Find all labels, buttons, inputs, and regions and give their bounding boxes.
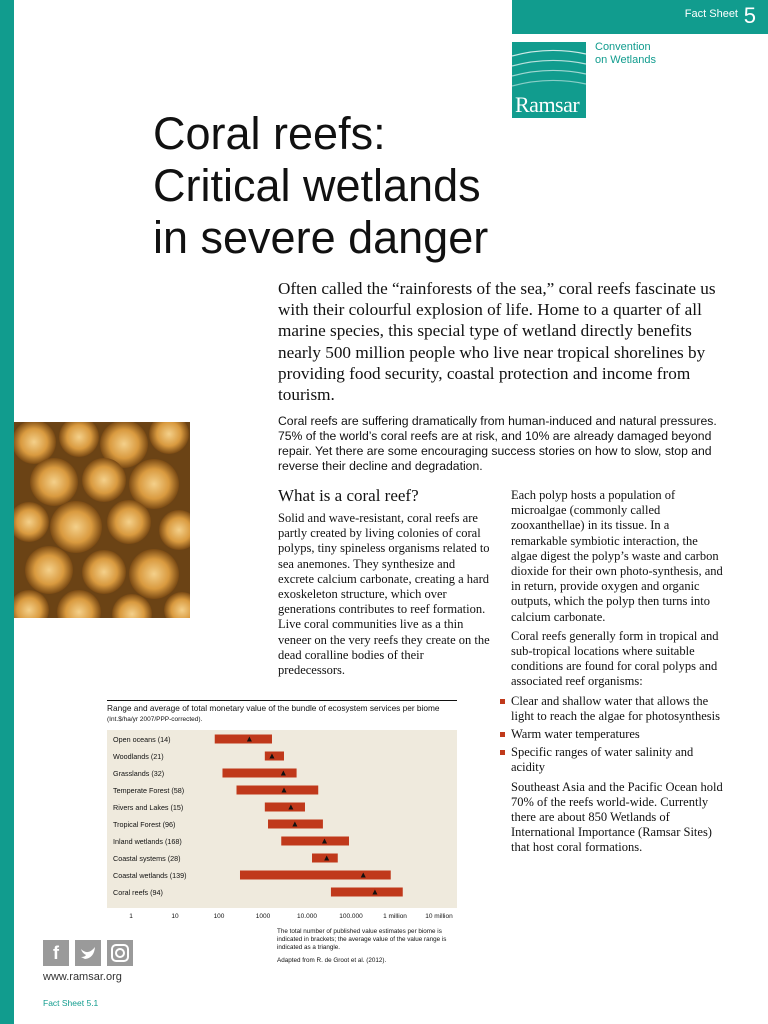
intro-paragraph: Often called the “rainforests of the sea,” coral reefs fascinate us with their colourful explosion of life. Home to a quarter of all marine species, this special type of wetland directly benefits nearly 500 million people who live near tropical shorelines by providing food security, coastal protection and income from tourism.: [278, 279, 716, 405]
fact-sheet-number: 5: [743, 3, 756, 28]
left-accent-strip: [0, 0, 14, 1024]
page-label: Fact Sheet 5.1: [43, 998, 99, 1008]
range-bar: [240, 871, 391, 880]
row-label: Temperate Forest (58): [113, 786, 185, 795]
convention-label: [595, 41, 656, 67]
coral-photo: [14, 422, 190, 618]
bullet-marker: [500, 732, 505, 737]
chart-source: Adapted from R. de Groot et al. (2012).: [277, 957, 387, 964]
chart-title: Range and average of total monetary value of the bundle of ecosystem services per biome: [107, 703, 440, 713]
chart-footnote: The total number of published value estimates per biome is indicated in brackets; the average value of the value range is indicated as a triangle.: [277, 928, 447, 951]
range-bar: [222, 769, 296, 778]
row-label: Coastal systems (28): [113, 854, 181, 863]
chart-plot-area: [107, 730, 457, 920]
row-label: Open oceans (14): [113, 735, 171, 744]
page-title: [153, 108, 713, 264]
range-bar: [265, 803, 305, 812]
title-line-3: in severe danger: [153, 212, 489, 263]
bullet-marker: [500, 750, 505, 755]
row-label: Woodlands (21): [113, 752, 164, 761]
coral-reef-definition: Solid and wave-resistant, coral reefs are partly created by living colonies of coral polyps, tiny spineless organisms related to sea anemones. They synthesize and excrete calcium carbonate, creating a hard exoskeleton structure, which over generations contributes to reef formation. Live coral communities live as a thin veneer on the very reefs they create on the dead coralline bodies of their predecessors.: [278, 511, 490, 678]
x-tick-label: 10 million: [425, 913, 453, 920]
row-label: Inland wetlands (168): [113, 837, 182, 846]
x-tick-label: 10.000: [297, 913, 317, 920]
row-label: Grasslands (32): [113, 769, 165, 778]
title-line-1: Coral reefs:: [153, 108, 386, 159]
convention-line1: Convention: [595, 41, 651, 53]
x-tick-label: 100.000: [339, 913, 363, 920]
chart-top-rule: [107, 700, 457, 701]
distribution-paragraph: Southeast Asia and the Pacific Ocean hold 70% of the reefs world-wide. Currently there are about 850 Wetlands of International Importance (Ramsar Sites) that host coral formations.: [511, 779, 723, 855]
range-bar: [265, 752, 284, 761]
ramsar-wordmark: Ramsar: [515, 92, 580, 117]
list-item: Warm water temperatures: [511, 727, 726, 742]
row-label: Coastal wetlands (139): [113, 871, 187, 880]
x-tick-label: 10: [171, 913, 179, 920]
summary-paragraph: Coral reefs are suffering dramatically from human-induced and natural pressures. 75% of the world’s coral reefs are at risk, and 10% are already damaged beyond repair. Yet there are some encouraging success stories on how to slow, stop and reverse their decline and degradation.: [278, 414, 717, 473]
convention-line2: on Wetlands: [595, 54, 656, 66]
list-item: Clear and shallow water that allows the light to reach the algae for photosynthesis: [511, 694, 726, 724]
polyp-paragraph: Each polyp hosts a population of microalgae (commonly called zooxanthellae) in its tissue. In a remarkable symbiotic interaction, the algae digest the polyp’s waste and carbon dioxide for their own photo-synthesis, and in return, provide oxygen and organic outputs, which the polyp then turns into calcium carbonate.: [511, 488, 723, 624]
instagram-icon[interactable]: [107, 940, 133, 966]
conditions-paragraph: Coral reefs generally form in tropical and sub-tropical locations where suitable conditions are found for coral polyps and associated reef organisms:: [511, 628, 719, 689]
x-tick-label: 1 million: [383, 913, 407, 920]
range-bar: [237, 786, 319, 795]
range-bar: [215, 735, 272, 744]
fact-sheet-label: Fact Sheet: [684, 8, 738, 20]
website-link[interactable]: www.ramsar.org: [43, 971, 122, 983]
row-label: Coral reefs (94): [113, 888, 163, 897]
bullet-marker: [500, 699, 505, 704]
chart-svg: [107, 730, 457, 930]
facebook-icon[interactable]: f: [43, 940, 69, 966]
fact-sheet-tab: [512, 0, 768, 34]
range-bar: [331, 888, 403, 897]
conditions-list: [511, 694, 726, 776]
right-column: [511, 488, 726, 860]
range-bar: [312, 854, 338, 863]
chart-units: (Int.$/ha/yr 2007/PPP-corrected).: [107, 716, 203, 723]
x-tick-label: 1000: [255, 913, 271, 920]
row-label: Rivers and Lakes (15): [113, 803, 184, 812]
chart-title-block: [107, 703, 457, 725]
x-tick-label: 100: [213, 913, 225, 920]
ecosystem-value-chart: [107, 700, 459, 975]
range-bar: [281, 837, 349, 846]
list-item: Specific ranges of water salinity and acidity: [511, 745, 726, 775]
title-line-2: Critical wetlands: [153, 160, 481, 211]
section-heading: What is a coral reef?: [278, 486, 419, 505]
ramsar-logo: [512, 42, 586, 118]
row-label: Tropical Forest (96): [113, 820, 176, 829]
x-tick-label: 1: [129, 913, 133, 920]
twitter-icon[interactable]: [75, 940, 101, 966]
